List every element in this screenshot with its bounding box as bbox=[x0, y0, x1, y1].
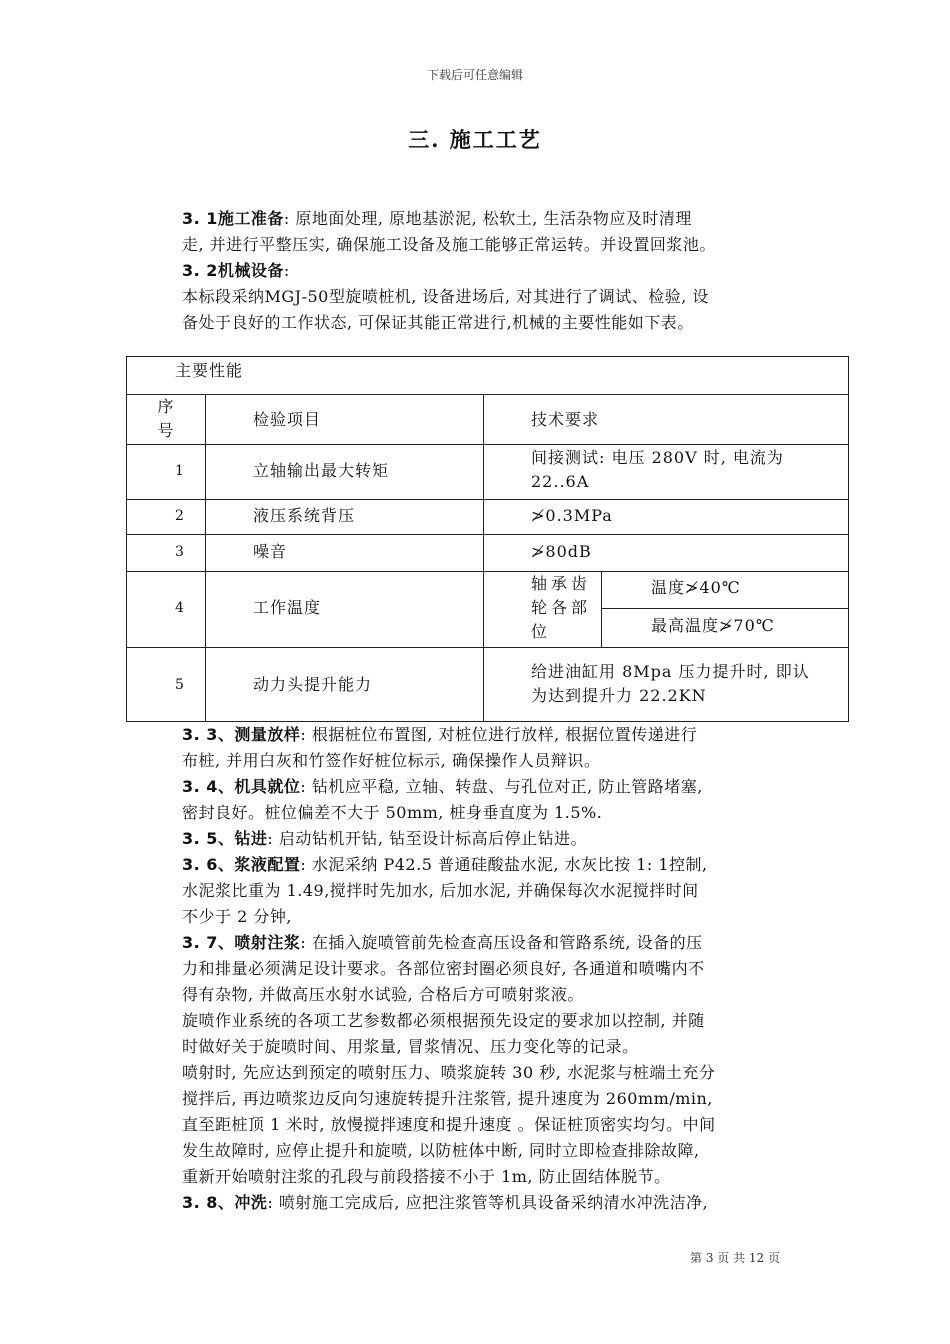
paragraph-line: 3. 7、喷射注浆: 在插入旋喷管前先检查高压设备和管路系统, 设备的压 bbox=[182, 933, 703, 952]
paragraph-line: 3. 4、机具就位: 钻机应平稳, 立轴、转盘、与孔位对正, 防止管路堵塞, bbox=[182, 777, 703, 796]
subheading: 3. 5、钻进 bbox=[182, 829, 268, 848]
paragraph-line: 3. 2机械设备: bbox=[182, 261, 290, 280]
paragraph-line: 水泥浆比重为 1.49,搅拌时先加水, 后加水泥, 并确保每次水泥搅拌时间 bbox=[182, 881, 699, 900]
table-row-item: 噪音 bbox=[253, 542, 288, 561]
paragraph-line: 布桩, 并用白灰和竹签作好桩位标示, 确保操作人员辩识。 bbox=[182, 751, 601, 770]
header-no: 序 号 bbox=[157, 397, 175, 440]
table-row-requirement: ≯80dB bbox=[531, 542, 592, 561]
table-rule bbox=[483, 394, 484, 722]
performance-table bbox=[126, 356, 849, 722]
paragraph-line: 发生故障时, 应停止提升和旋喷, 以防桩体中断, 同时立即检查排除故障, bbox=[182, 1141, 700, 1160]
page-footer: 第 3 页 共 12 页 bbox=[690, 1251, 780, 1265]
section-title: 三. 施工工艺 bbox=[408, 127, 542, 152]
paragraph-line: 重新开始喷射注浆的孔段与前段搭接不小于 1m, 防止固结体脱节。 bbox=[182, 1167, 671, 1186]
table-row-item: 立轴输出最大转矩 bbox=[253, 461, 390, 480]
paragraph-line: 力和排量必须满足设计要求。各部位密封圈必须良好, 各通道和喷嘴内不 bbox=[182, 959, 705, 978]
table-row-value: 最高温度≯70℃ bbox=[651, 616, 775, 635]
paragraph-line: 不少于 2 分钟, bbox=[182, 907, 292, 926]
paragraph-line: 本标段采纳MGJ-50型旋喷桩机, 设备进场后, 对其进行了调试、检验, 设 bbox=[182, 287, 709, 306]
table-row-no: 2 bbox=[175, 508, 185, 524]
paragraph-line: 搅拌后, 再边喷浆边反向匀速旋转提升注浆管, 提升速度为 260mm/min, bbox=[182, 1089, 713, 1108]
table-row-no: 3 bbox=[175, 544, 185, 560]
table-rule bbox=[127, 647, 849, 648]
paragraph-line: 密封良好。桩位偏差不大于 50mm, 桩身垂直度为 1.5%. bbox=[182, 803, 603, 822]
paragraph-line: 3. 5、钻进: 启动钻机开钻, 钻至设计标高后停止钻进。 bbox=[182, 829, 588, 848]
table-rule bbox=[127, 571, 849, 572]
page-header: 下载后可任意编辑 bbox=[426, 68, 523, 82]
header-requirement: 技术要求 bbox=[531, 410, 600, 429]
table-row-requirement: 给进油缸用 8Mpa 压力提升时, 即认 为达到提升力 22.2KN bbox=[531, 662, 810, 705]
table-rule bbox=[127, 499, 849, 500]
table-row-item: 动力头提升能力 bbox=[253, 675, 373, 694]
paragraph-line: 旋喷作业系统的各项工艺参数都必须根据预先设定的要求加以控制, 并随 bbox=[182, 1011, 705, 1030]
paragraph-line: 走, 并进行平整压实, 确保施工设备及施工能够正常运转。并设置回浆池。 bbox=[182, 235, 716, 254]
table-row-value: 温度≯40℃ bbox=[651, 578, 741, 597]
table-row-no: 1 bbox=[175, 463, 185, 479]
table-rule bbox=[127, 444, 849, 445]
table-row-requirement: ≯0.3MPa bbox=[531, 506, 613, 525]
table-caption: 主要性能 bbox=[175, 361, 244, 380]
paragraph-line: 3. 1施工准备: 原地面处理, 原地基淤泥, 松软土, 生活杂物应及时清理 bbox=[182, 209, 692, 228]
paragraph-line: 直至距桩顶 1 米时, 放慢搅拌速度和提升速度 。保证桩顶密实均匀。中间 bbox=[182, 1115, 716, 1134]
table-row-item: 液压系统背压 bbox=[253, 506, 356, 525]
paragraph-line: 备处于良好的工作状态, 可保证其能正常进行,机械的主要性能如下表。 bbox=[182, 313, 694, 332]
subheading: 3. 3、测量放样 bbox=[182, 725, 301, 744]
table-rule bbox=[601, 571, 602, 647]
header-item: 检验项目 bbox=[253, 410, 322, 429]
table-row-sublabel: 轴承齿 轮各部 位 bbox=[531, 574, 592, 641]
subheading: 3. 6、浆液配置 bbox=[182, 855, 301, 874]
table-rule bbox=[127, 394, 849, 395]
paragraph-line: 3. 3、测量放样: 根据桩位布置图, 对桩位进行放样, 根据位置传递进行 bbox=[182, 725, 698, 744]
paragraph-line: 3. 6、浆液配置: 水泥采纳 P42.5 普通硅酸盐水泥, 水灰比按 1: 1控制, bbox=[182, 855, 708, 874]
paragraph-line: 喷射时, 先应达到预定的喷射压力、喷浆旋转 30 秒, 水泥浆与桩端土充分 bbox=[182, 1063, 716, 1082]
subheading: 3. 2机械设备 bbox=[182, 261, 284, 280]
table-rule bbox=[127, 534, 849, 535]
subheading: 3. 4、机具就位 bbox=[182, 777, 301, 796]
paragraph-line: 得有杂物, 并做高压水射水试验, 合格后方可喷射浆液。 bbox=[182, 985, 584, 1004]
subheading: 3. 8、冲洗 bbox=[182, 1193, 268, 1212]
table-row-requirement: 间接测试: 电压 280V 时, 电流为 22..6A bbox=[531, 448, 784, 491]
paragraph-line: 时做好关于旋喷时间、用浆量, 冒浆情况、压力变化等的记录。 bbox=[182, 1037, 639, 1056]
table-row-no: 5 bbox=[175, 677, 185, 693]
subheading: 3. 7、喷射注浆 bbox=[182, 933, 301, 952]
paragraph-line: 3. 8、冲洗: 喷射施工完成后, 应把注浆管等机具设备采纳清水冲洗洁净, bbox=[182, 1193, 709, 1212]
table-row-item: 工作温度 bbox=[253, 598, 322, 617]
table-row-no: 4 bbox=[175, 600, 185, 616]
subheading: 3. 1施工准备 bbox=[182, 209, 284, 228]
table-rule bbox=[601, 608, 849, 609]
